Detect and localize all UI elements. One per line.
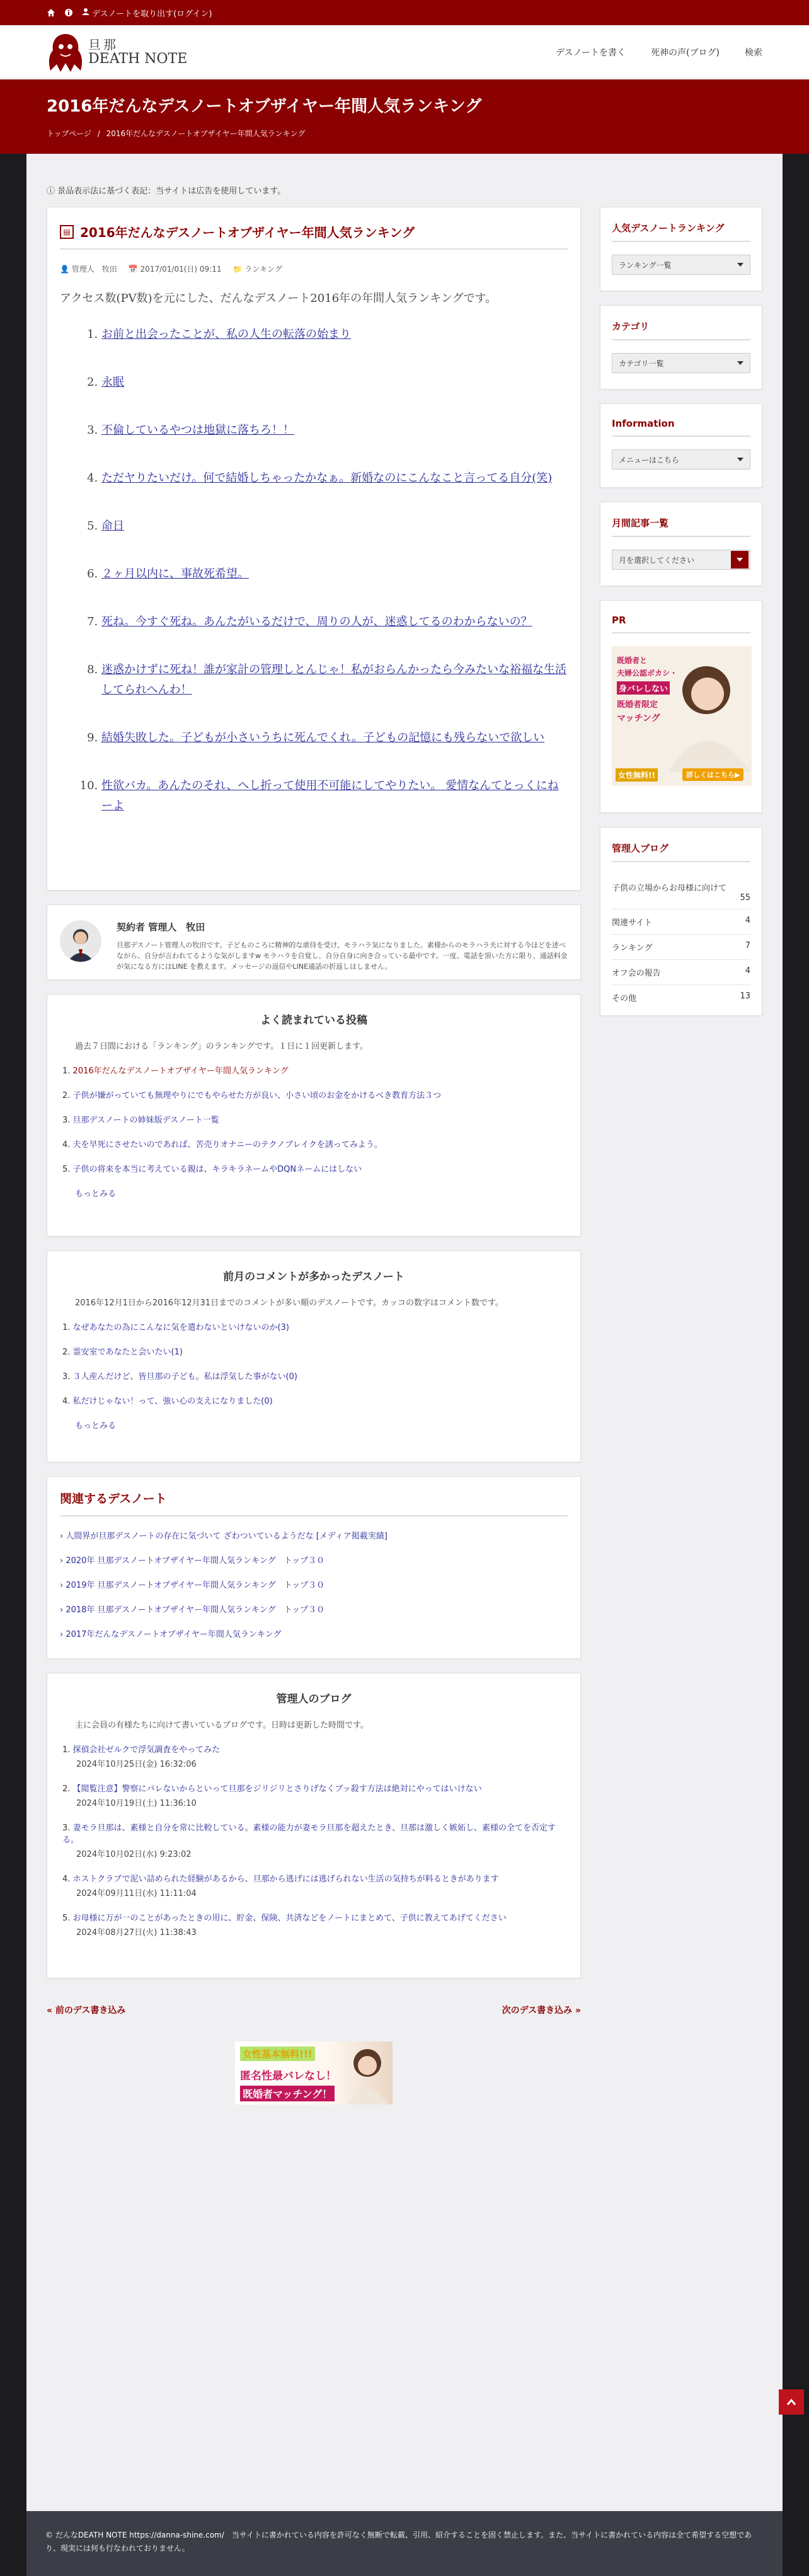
- list-item[interactable]: 3. ３人産んだけど、皆旦那の子ども。私は浮気した事がない(0): [62, 1372, 297, 1382]
- sidebar-blog-list: [612, 875, 750, 1010]
- sidebar-item-label: その他: [612, 994, 637, 1003]
- author-name: 契約者 管理人 牧田: [117, 921, 205, 933]
- info-select[interactable]: [612, 449, 750, 470]
- related-item[interactable]: › 2018年 旦那デスノートオブザイヤー年間人気ランキング トップ３０: [60, 1605, 325, 1615]
- related-item[interactable]: › 2019年 旦那デスノートオブザイヤー年間人気ランキング トップ３０: [60, 1581, 325, 1590]
- list-item-date: 2024年09月11日(水) 11:11:04: [76, 1889, 197, 1898]
- list-item[interactable]: 3. 旦那デスノートの姉妹版デスノート一覧: [62, 1116, 219, 1125]
- list-item[interactable]: 3. 妻モラ旦那は、素様と自分を常に比較している。素様の能力が妻モラ旦那を超えたとき、旦那は激しく嫉妬し、素様の全てを否定する。 2024年10月02日(水) 9:23:02: [62, 1821, 565, 1859]
- related-item-label: 人間界が旦那デスノートの存在に気づいて ざわついているようだな [メディア掲載実績]: [66, 1532, 387, 1541]
- banner-line1: 女性基本無料!!!: [240, 2047, 315, 2061]
- ranking-item: [101, 373, 568, 393]
- user-icon: [82, 8, 89, 18]
- admin-blog: [47, 1673, 581, 1978]
- ranking-item: [101, 776, 568, 816]
- ranking-link[interactable]: お前と出会ったことが、私の人生の転落の始まり: [101, 328, 351, 341]
- ranking-item: [101, 325, 568, 345]
- pr-line2: 夫婦公認ボカシ・: [617, 669, 678, 678]
- ad-banner[interactable]: [235, 2042, 393, 2105]
- logo-en: DEATH NOTE: [88, 50, 188, 67]
- nav-blog[interactable]: 死神の声(ブログ): [651, 48, 720, 58]
- most-commented-desc: 2016年12月1日から2016年12月31日までのコメントが多い順のデスノートです。カッコの数字はコメント数です。: [75, 1298, 503, 1308]
- ranking-item: [101, 564, 568, 584]
- breadcrumb-current: 2016年だんなデスノートオブザイヤー年間人気ランキング: [106, 129, 306, 138]
- breadcrumb-home[interactable]: トップページ: [47, 129, 91, 138]
- main-nav: [556, 46, 762, 59]
- sidebar: [600, 207, 762, 1030]
- article-title-text: 2016年だんなデスノートオブザイヤー年間人気ランキング: [80, 225, 415, 240]
- list-item-label: 私だけじゃない！って、強い心の支えになりました(0): [72, 1397, 273, 1406]
- sidebar-item-label: ランキング: [612, 944, 653, 953]
- chevron-down-icon: [731, 551, 749, 569]
- site-header: [0, 25, 809, 79]
- sidebar-item-label: 関連サイト: [612, 918, 653, 928]
- breadcrumb-separator: /: [97, 129, 100, 138]
- author-box: [47, 904, 581, 980]
- admin-blog-title: 管理人のブログ: [276, 1693, 352, 1706]
- ranking-select[interactable]: [612, 255, 750, 275]
- date-meta-text: 2017/01/01(日) 09:11: [140, 265, 222, 274]
- related-item[interactable]: › 2017年だんなデスノートオブザイヤー年間人気ランキング: [60, 1630, 282, 1639]
- footer-text: © だんなDEATH NOTE https://danna-shine.com/ 当サイトに書かれている内容を許可なく無断で転載、引用、紹介することを固く禁止します。また、当サイトに書かれている内容は全て希望する空想であり、現実には何も行なわれておりません。: [45, 2531, 752, 2553]
- document-icon: ▤: [60, 225, 74, 239]
- sidebar-info-title: Information: [612, 418, 750, 437]
- login-link-label: デスノートを取り出す(ログイン): [92, 9, 212, 19]
- pr-free-badge: 女性無料!!: [616, 768, 658, 782]
- list-item-date: 2024年08月27日(火) 11:38:43: [76, 1928, 197, 1938]
- list-item[interactable]: 2. 子供が嫌がっていても無理やりにでもやらせた方が良い、小さい頃のお金をかけるべき教育方法３つ: [62, 1091, 442, 1100]
- most-commented: [47, 1250, 581, 1462]
- sidebar-popular-widget: [600, 207, 762, 291]
- home-icon[interactable]: [47, 8, 55, 17]
- ranking-link[interactable]: ただヤりたいだけ。何で結婚しちゃったかなぁ。新婚なのにこんなこと言ってる自分(笑): [101, 471, 553, 485]
- sidebar-item-other[interactable]: [612, 985, 750, 1010]
- related-notes-list: [60, 1529, 568, 1639]
- category-meta-text: ランキング: [244, 265, 282, 274]
- info-icon[interactable]: [64, 8, 73, 17]
- chevron-down-icon: [737, 458, 743, 461]
- ranking-item: [101, 660, 568, 700]
- category-meta[interactable]: [232, 263, 282, 274]
- sidebar-item-count: 13: [740, 991, 750, 1001]
- popular-more-link[interactable]: もっとみる: [75, 1189, 117, 1199]
- list-item-date: 2024年10月25日(金) 16:32:06: [76, 1760, 197, 1769]
- article-lead: アクセス数(PV数)を元にした、だんなデスノート2016年の年間人気ランキングです。: [60, 292, 497, 305]
- related-item-label: 2018年 旦那デスノートオブザイヤー年間人気ランキング トップ３０: [66, 1605, 325, 1615]
- list-item[interactable]: 1. 2016年だんなデスノートオブザイヤー年間人気ランキング: [62, 1066, 289, 1076]
- list-item-date: 2024年10月02日(水) 9:23:02: [76, 1850, 192, 1859]
- calendar-icon: 📅: [128, 265, 141, 274]
- avatar: [60, 920, 101, 962]
- monthly-select[interactable]: [612, 550, 750, 570]
- folder-icon: 📁: [232, 265, 245, 274]
- ranking-link[interactable]: 結婚失敗した。子どもが小さいうちに死んでくれ。子どもの記憶にも残らないで欲しい: [101, 731, 545, 744]
- woman-photo-icon: [341, 2043, 391, 2105]
- popular-posts-desc: 過去７日間における「ランキング」のランキングです。１日に１回更新します。: [75, 1042, 369, 1051]
- logo-jp: 旦那: [88, 37, 118, 52]
- list-item[interactable]: 4. 私だけじゃない！って、強い心の支えになりました(0): [62, 1397, 273, 1406]
- ranking-link[interactable]: 命日: [101, 519, 124, 533]
- date-meta: [129, 263, 222, 274]
- sidebar-monthly-title: 月間記事一覧: [612, 516, 750, 537]
- pr-ad[interactable]: [612, 646, 752, 786]
- sidebar-category-widget: [600, 305, 762, 390]
- list-item[interactable]: 1. なぜあなたの為にこんなに気を遣わないといけないのか(3): [62, 1323, 289, 1332]
- author-meta-text: 管理人 牧田: [71, 265, 117, 274]
- sidebar-item-count: 4: [745, 916, 750, 925]
- banner-line2: 匿名性最バレなし！: [240, 2070, 336, 2082]
- sidebar-pr-widget: [600, 600, 762, 813]
- admin-blog-list: [62, 1743, 565, 1938]
- most-commented-list: [62, 1320, 565, 1406]
- popular-posts-list: [62, 1064, 565, 1174]
- related-item[interactable]: › 2020年 旦那デスノートオブザイヤー年間人気ランキング トップ３０: [60, 1556, 325, 1566]
- login-link[interactable]: [82, 7, 212, 19]
- content-area: [26, 154, 783, 2511]
- sidebar-item-label: オフ会の報告: [612, 969, 661, 978]
- list-item-label: 旦那デスノートの姉妹版デスノート一覧: [72, 1116, 219, 1125]
- site-logo[interactable]: [47, 32, 187, 73]
- main-column: [47, 207, 581, 2105]
- list-item-label: 子供の将来を本当に考えている親は、キラキラネームやDQNネームにはしない: [72, 1165, 362, 1174]
- info-select-value: メニューはこちら: [619, 455, 680, 465]
- sidebar-item-related-sites[interactable]: [612, 910, 750, 935]
- pr-line3: 身バレしない: [617, 681, 670, 695]
- related-notes: [47, 1476, 581, 1659]
- breadcrumb: [47, 128, 762, 139]
- pr-line5: マッチング: [617, 713, 660, 724]
- pr-line1: 既婚者と: [617, 656, 648, 665]
- ranking-link[interactable]: 性欲バカ。あんたのそれ、へし折って使用不可能にしてやりたい。 愛情なんてとっくにねーよ: [101, 779, 559, 812]
- sidebar-blog-widget: [600, 827, 762, 1016]
- user-icon: 👤: [60, 265, 72, 274]
- chevron-down-icon: [737, 263, 743, 267]
- ranking-item: [101, 728, 568, 748]
- ranking-item: [101, 612, 568, 632]
- list-item-label: 【閲覧注意】警察にバレないからといって旦那をジリジリとさりげなくブッ殺す方法は絶対にやってはいけない: [72, 1784, 482, 1794]
- nav-write-death-note[interactable]: デスノートを書く: [556, 48, 626, 58]
- sidebar-item-offline-meetup[interactable]: [612, 960, 750, 985]
- comments-more-link[interactable]: もっとみる: [75, 1421, 117, 1431]
- ranking-item: [101, 516, 568, 536]
- ranking-link[interactable]: 不倫しているやつは地獄に落ちろ！！: [101, 424, 294, 437]
- related-item-label: 2019年 旦那デスノートオブザイヤー年間人気ランキング トップ３０: [66, 1581, 325, 1590]
- article-title: [60, 222, 568, 250]
- list-item-label: ホストクラブで泥い詰められた経験があるから、旦那から逃げには逃げられない生活の気持ちが料るときがあります: [72, 1874, 499, 1884]
- list-item-label: 子供が嫌がっていても無理やりにでもやらせた方が良い、小さい頃のお金をかけるべき教育方法３つ: [72, 1091, 442, 1100]
- list-item-date: 2024年10月19日(土) 11:36:10: [76, 1799, 197, 1808]
- sidebar-info-widget: [600, 403, 762, 488]
- list-item[interactable]: 2. 霊安室であなたと会いたい(1): [62, 1348, 183, 1357]
- chevron-down-icon: [737, 361, 743, 365]
- category-select-value: カテゴリ一覧: [619, 359, 664, 368]
- page-title: 2016年だんなデスノートオブザイヤー年間人気ランキング: [47, 97, 482, 116]
- popular-posts-title: よく読まれている投稿: [260, 1014, 367, 1027]
- related-item-label: 2017年だんなデスノートオブザイヤー年間人気ランキング: [66, 1630, 282, 1639]
- sidebar-item-ranking[interactable]: [612, 935, 750, 960]
- article-meta: [60, 263, 568, 274]
- list-item-label: お母様に万が一のことがあったときの用に、貯金、保険、共済などをノートにまとめて、子供に教えてあげてください: [72, 1914, 507, 1923]
- category-select[interactable]: [612, 353, 750, 373]
- related-notes-title: 関連するデスノート: [60, 1489, 568, 1516]
- monthly-select-value: 月を選択してください: [619, 555, 695, 565]
- article: [47, 207, 581, 891]
- sidebar-item-parents[interactable]: [612, 875, 750, 910]
- most-commented-title: 前月のコメントが多かったデスノート: [223, 1271, 404, 1283]
- list-item-label: 夫を早死にさせたいのであれば、苦売りオナニーのテクノブレイクを誘ってみよう。: [72, 1140, 382, 1150]
- page-hero: [0, 79, 809, 154]
- ranking-link[interactable]: 迷惑かけずに死ね！誰が家計の管理しとんじゃ！私がおらんかったら今みたいな裕福な生活してられへんわ！: [101, 663, 566, 696]
- sidebar-item-count: 7: [745, 941, 750, 950]
- list-item-label: 探偵会社ゼルクで浮気調査をやってみた: [72, 1745, 221, 1755]
- list-item-label: 妻モラ旦那は、素様と自分を常に比較している。素様の能力が妻モラ旦那を超えたとき、旦那は激しく嫉妬し、素様の全てを否定する。: [62, 1823, 556, 1845]
- ad-notice: [47, 184, 285, 196]
- ranking-item: [101, 468, 568, 488]
- shinigami-logo-icon: [47, 32, 84, 73]
- sidebar-category-title: カテゴリ: [612, 320, 750, 340]
- list-item-label: ３人産んだけど、皆旦那の子ども。私は浮気した事がない(0): [72, 1372, 297, 1382]
- ranking-link[interactable]: 死ね。今すぐ死ね。あんたがいるだけで、周りの人が、迷惑してるのわからないの？: [101, 615, 532, 628]
- list-item[interactable]: 5. 子供の将来を本当に考えている親は、キラキラネームやDQNネームにはしない: [62, 1165, 362, 1174]
- top-bar: [0, 0, 809, 25]
- author-meta: [60, 263, 117, 274]
- ranking-link[interactable]: 永眠: [101, 376, 124, 389]
- ranking-select-value: ランキング一覧: [619, 260, 672, 270]
- sidebar-item-label: 子供の立場からお母様に向けて: [612, 884, 727, 893]
- author-bio: 旦那デスノート管理人の牧田です。子どものころに精神的な虐待を受け、モラハラ気になりました。素様からのモラハラ夫に対する今ほどを述べながら、自分が言われてるような気がしますw モラハラを自覚し、自分自身に向き合っている最中です。一度、電話を頂いた方に限り、通話料金が気になる方にはLINE を教えます。メッセージの返信やLINE通話の折返しはしません。: [117, 941, 568, 971]
- back-to-top-button[interactable]: [779, 2389, 804, 2415]
- popular-posts: [47, 994, 581, 1237]
- ad-notice-text: 景品表示法に基づく表記：当サイトは広告を使用しています。: [57, 187, 286, 196]
- chevron-up-icon: [786, 2398, 796, 2406]
- list-item-label: なぜあなたの為にこんなに気を遣わないといけないのか(3): [72, 1323, 289, 1332]
- list-item[interactable]: 4. 夫を早死にさせたいのであれば、苦売りオナニーのテクノブレイクを誘ってみよう。: [62, 1140, 382, 1150]
- list-item[interactable]: 4. ホストクラブで泥い詰められた経験があるから、旦那から逃げには逃げられない生活の気持ちが料るときがあります 2024年09月11日(水) 11:11:04: [62, 1872, 565, 1898]
- next-post-link[interactable]: 次のデス書き込み »: [502, 2006, 581, 2016]
- sidebar-monthly-widget: [600, 502, 762, 586]
- pr-line4: 既婚者限定: [617, 700, 658, 710]
- list-item[interactable]: 5. お母様に万が一のことがあったときの用に、貯金、保険、共済などをノートにまとめて、子供に教えてあげてください 2024年08月27日(火) 11:38:43: [62, 1911, 565, 1938]
- sidebar-item-count: 55: [740, 893, 750, 903]
- related-item-label: 2020年 旦那デスノートオブザイヤー年間人気ランキング トップ３０: [66, 1556, 325, 1566]
- ranking-link[interactable]: ２ヶ月以内に、事故死希望。: [101, 567, 249, 580]
- list-item-label: 2016年だんなデスノートオブザイヤー年間人気ランキング: [72, 1066, 289, 1076]
- pr-more-button[interactable]: 詳しくはこちら▶: [682, 768, 743, 781]
- sidebar-blog-title: 管理人ブログ: [612, 841, 750, 862]
- ranking-item: [101, 420, 568, 441]
- post-pager: [47, 2004, 581, 2016]
- sidebar-popular-title: 人気デスノートランキング: [612, 221, 750, 242]
- sidebar-item-count: 4: [745, 966, 750, 976]
- ranking-list: [60, 325, 568, 816]
- sidebar-pr-title: PR: [612, 615, 750, 633]
- list-item-label: 霊安室であなたと会いたい(1): [72, 1348, 183, 1357]
- list-item[interactable]: 2. 【閲覧注意】警察にバレないからといって旦那をジリジリとさりげなくブッ殺す方法は絶対にやってはいけない 2024年10月19日(土) 11:36:10: [62, 1782, 565, 1808]
- admin-blog-desc: 主に会員の有様たちに向けて書いているブログです。日時は更新した時間です。: [75, 1721, 369, 1730]
- banner-line3: 既婚者マッチング！: [240, 2086, 335, 2101]
- related-item[interactable]: › 人間界が旦那デスノートの存在に気づいて ざわついているようだな [メディア掲載実績]: [60, 1532, 387, 1541]
- prev-post-link[interactable]: « 前のデス書き込み: [47, 2006, 126, 2016]
- list-item[interactable]: 1. 探偵会社ゼルクで浮気調査をやってみた 2024年10月25日(金) 16:32:06: [62, 1743, 565, 1769]
- info-circle-icon: ⓘ: [47, 187, 55, 196]
- site-footer: [26, 2511, 783, 2576]
- nav-search[interactable]: 検索: [745, 48, 762, 58]
